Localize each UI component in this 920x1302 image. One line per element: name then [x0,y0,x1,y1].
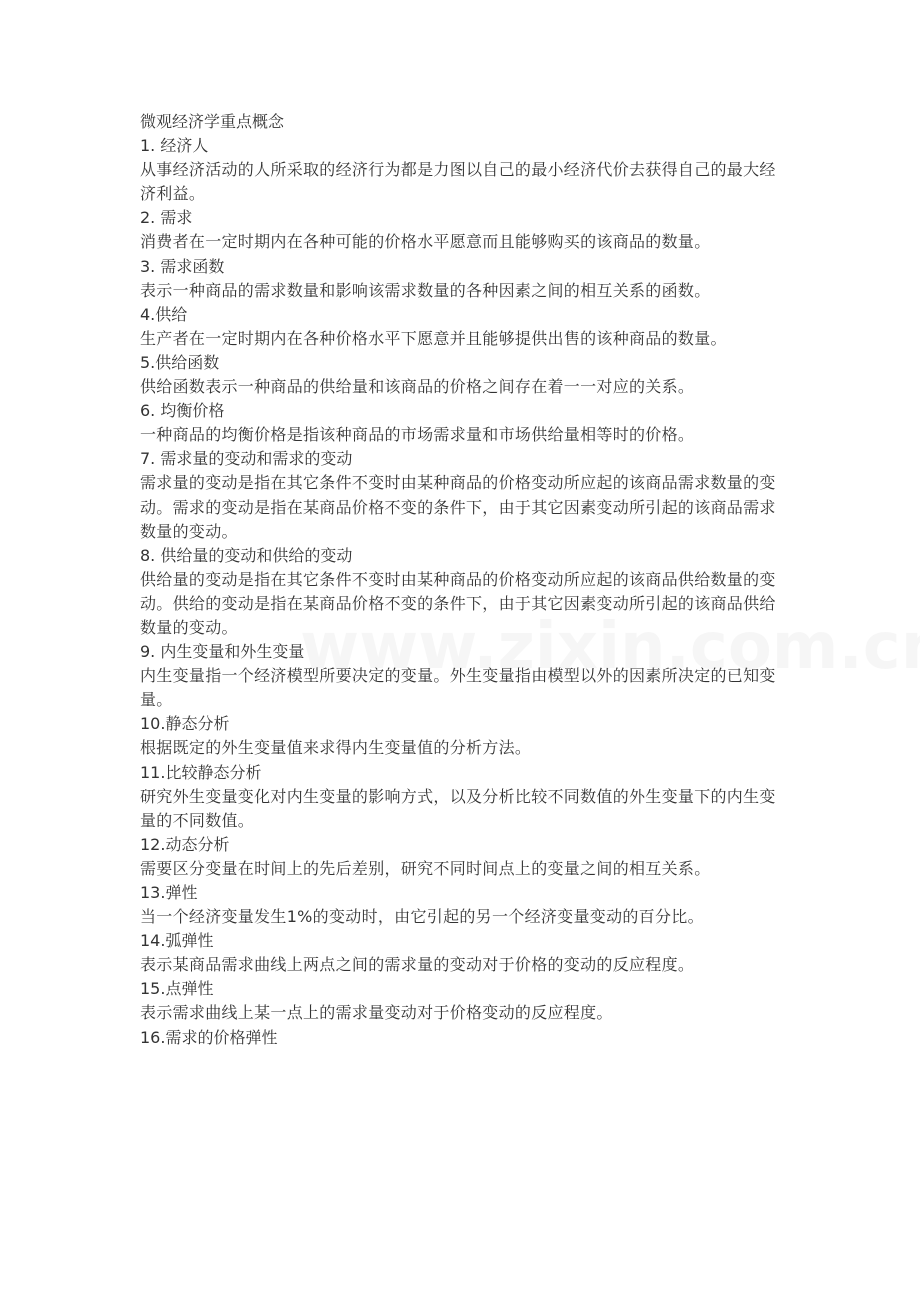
concept-term: 3. 需求函数 [140,256,225,276]
concept-definition: 供给量的变动是指在其它条件不变时由某种商品的价格变动所应起的该商品供给数量的变动。供给的变动是指在某商品价格不变的条件下，由于其它因素变动所引起的该商品供给数量的变动。 [140,569,776,637]
concept-definition: 需要区分变量在时间上的先后差别，研究不同时间点上的变量之间的相互关系。 [140,858,711,878]
concept-definition: 消费者在一定时期内在各种可能的价格水平愿意而且能够购买的该商品的数量。 [140,232,711,252]
concept-term: 7. 需求量的变动和需求的变动 [140,449,353,469]
concept-definition: 根据既定的外生变量值来求得内生变量值的分析方法。 [140,738,532,758]
concept-term: 12.动态分析 [140,834,230,854]
concept-term: 8. 供给量的变动和供给的变动 [140,545,353,565]
concept-term: 14.弧弹性 [140,931,214,951]
concept-term: 9. 内生变量和外生变量 [140,642,305,662]
document-title: 微观经济学重点概念 [140,112,285,131]
concept-definition: 表示需求曲线上某一点上的需求量变动对于价格变动的反应程度。 [140,1003,613,1023]
concept-term: 2. 需求 [140,208,193,228]
concept-definition: 从事经济活动的人所采取的经济行为都是力图以自己的最小经济代价去获得自己的最大经济利益。 [140,160,776,204]
concept-definition: 一种商品的均衡价格是指该种商品的市场需求量和市场供给量相等时的价格。 [140,425,695,445]
concept-term: 16.需求的价格弹性 [140,1027,278,1047]
concept-definition: 当一个经济变量发生1%的变动时，由它引起的另一个经济变量变动的百分比。 [140,907,704,927]
concept-definition: 内生变量指一个经济模型所要决定的变量。外生变量指由模型以外的因素所决定的已知变量。 [140,666,776,710]
concept-term: 11.比较静态分析 [140,762,262,782]
concept-term: 1. 经济人 [140,136,209,156]
concept-list [140,134,780,1050]
concept-term: 10.静态分析 [140,714,230,734]
concept-definition: 研究外生变量变化对内生变量的影响方式，以及分析比较不同数值的外生变量下的内生变量的不同数值。 [140,786,776,830]
concept-term: 4.供给 [140,304,188,324]
concept-definition: 表示一种商品的需求数量和影响该需求数量的各种因素之间的相互关系的函数。 [140,280,711,300]
concept-term: 15.点弹性 [140,979,214,999]
concept-definition: 生产者在一定时期内在各种价格水平下愿意并且能够提供出售的该种商品的数量。 [140,328,727,348]
concept-term: 13.弹性 [140,883,198,902]
document-page [140,110,780,1050]
concept-term: 6. 均衡价格 [140,401,225,421]
concept-term: 5.供给函数 [140,352,220,372]
concept-definition: 表示某商品需求曲线上两点之间的需求量的变动对于价格的变动的反应程度。 [140,955,695,975]
concept-definition: 需求量的变动是指在其它条件不变时由某种商品的价格变动所应起的该商品需求数量的变动。需求的变动是指在某商品价格不变的条件下，由于其它因素变动所引起的该商品需求数量的变动。 [140,473,776,541]
concept-definition: 供给函数表示一种商品的供给量和该商品的价格之间存在着一一对应的关系。 [140,377,695,397]
